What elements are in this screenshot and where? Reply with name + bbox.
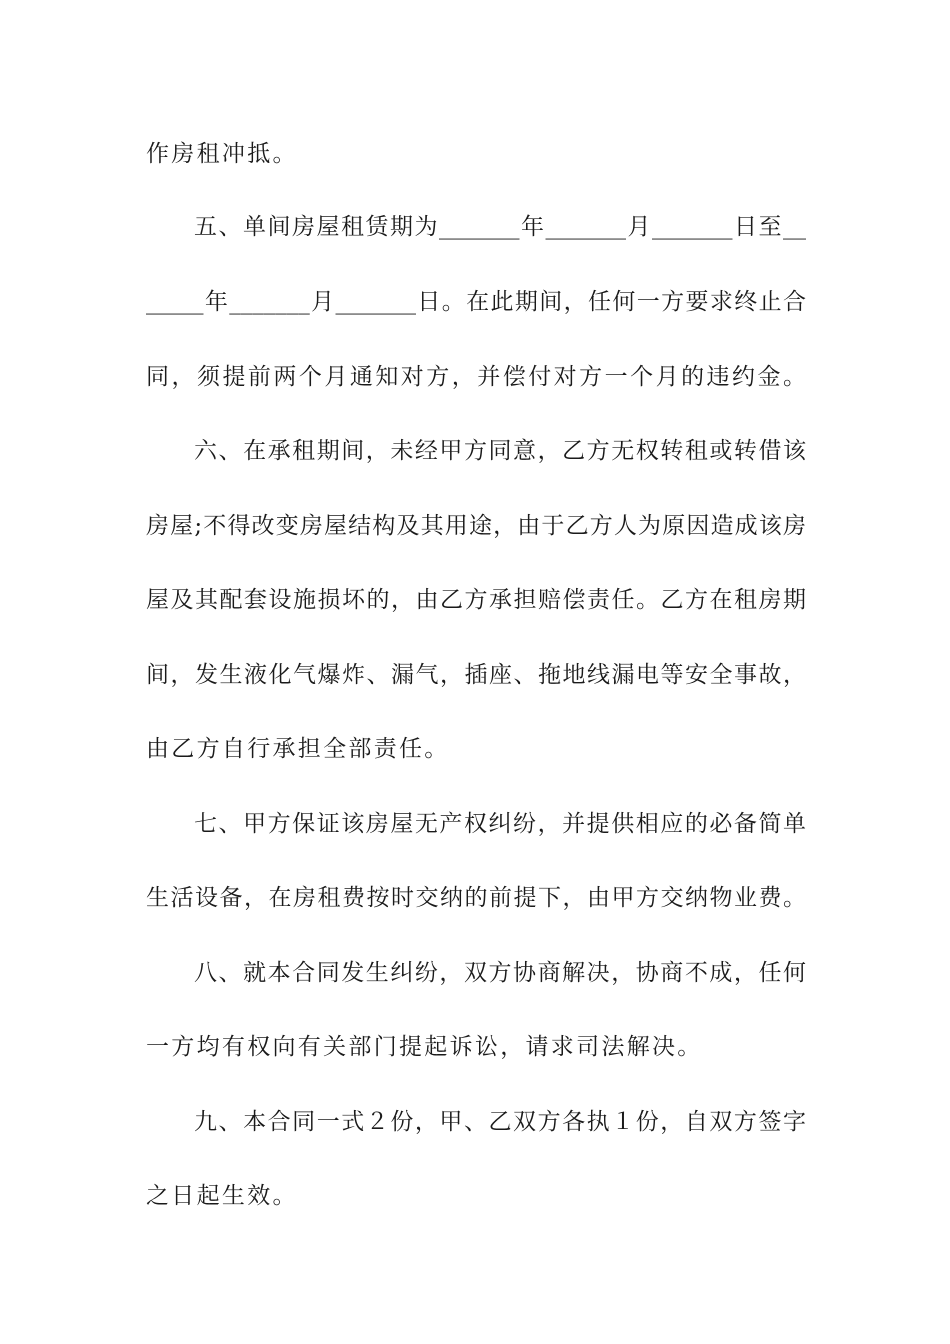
paragraph-line: 同，须提前两个月通知对方，并偿付对方一个月的违约金。 <box>146 364 806 390</box>
paragraph-line: _____年_______月_______日。在此期间，任何一方要求终止合 <box>146 289 806 315</box>
paragraph-line: 间，发生液化气爆炸、漏气，插座、拖地线漏电等安全事故， <box>146 662 806 688</box>
paragraph-line: 七、甲方保证该房屋无产权纠纷，并提供相应的必备简单 <box>194 811 806 837</box>
paragraph-line: 房屋;不得改变房屋结构及其用途，由于乙方人为原因造成该房 <box>146 513 806 539</box>
paragraph-line: 一方均有权向有关部门提起诉讼，请求司法解决。 <box>146 1034 703 1060</box>
paragraph-line: 六、在承租期间，未经甲方同意，乙方无权转租或转借该 <box>194 438 806 464</box>
paragraph-line: 生活设备，在房租费按时交纳的前提下，由甲方交纳物业费。 <box>146 885 806 911</box>
paragraph-line: 作房租冲抵。 <box>146 141 298 167</box>
paragraph-line: 屋及其配套设施损坏的，由乙方承担赔偿责任。乙方在租房期 <box>146 587 806 613</box>
paragraph-line: 之日起生效。 <box>146 1183 298 1209</box>
paragraph-line: 八、就本合同发生纠纷，双方协商解决，协商不成，任何 <box>194 960 806 986</box>
paragraph-line: 五、单间房屋租赁期为_______年_______月_______日至__ <box>194 214 806 240</box>
paragraph-line: 九、本合同一式２份，甲、乙双方各执１份，自双方签字 <box>194 1109 806 1135</box>
paragraph-line: 由乙方自行承担全部责任。 <box>146 736 450 762</box>
